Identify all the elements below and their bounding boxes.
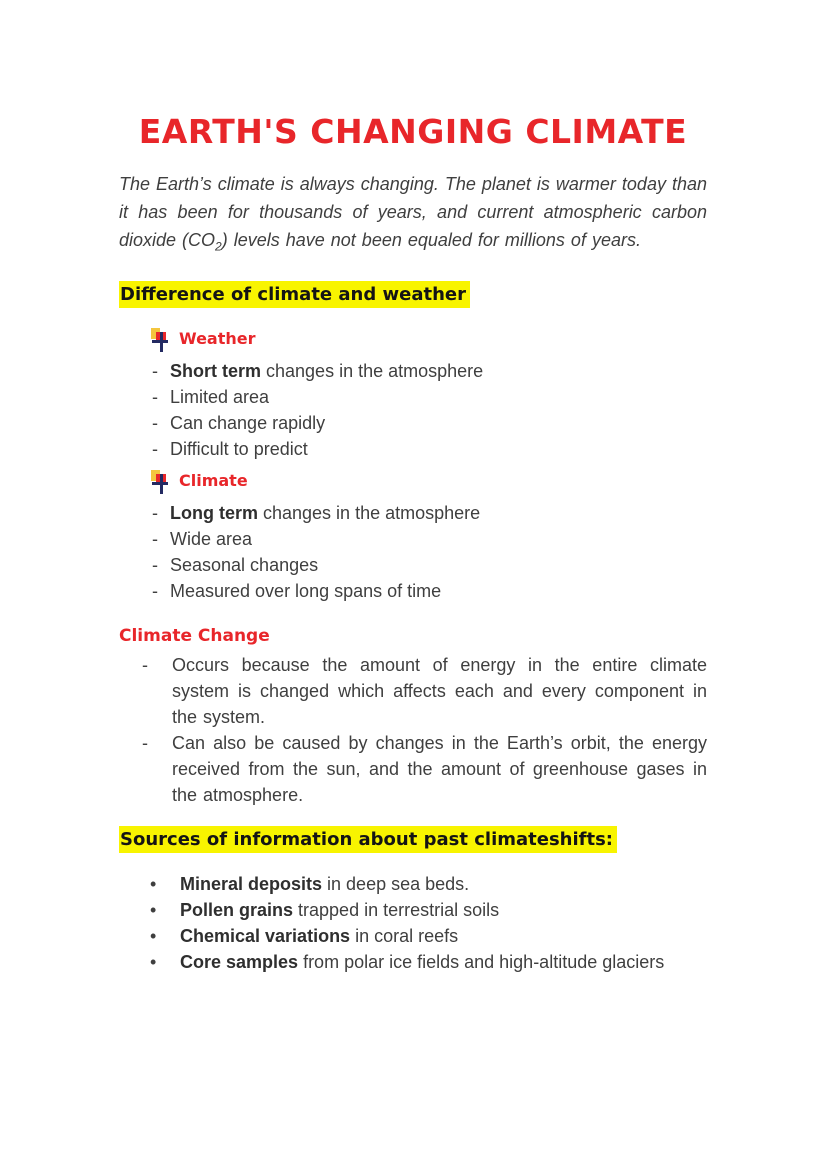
intro-text-pre: The Earth’s climate is always changing. The planet is warmer today than it has been for thousands of years, and current atmospheric carbon dioxide (CO — [119, 174, 707, 250]
list-item — [119, 897, 707, 923]
list-item-text: Occurs because the amount of energy in the entire climate system is changed which affects each and every component in the system. — [172, 654, 707, 727]
list-item — [119, 384, 707, 410]
heading-difference-text: Difference of climate and weather — [119, 281, 470, 308]
list-item-text: Limited area — [170, 386, 270, 407]
climate-change-list — [119, 652, 707, 808]
weather-label: Weather — [179, 329, 256, 349]
heading-climate-change: Climate Change — [119, 625, 270, 646]
heading-sources-text: Sources of information about past climateshifts: — [119, 826, 617, 853]
list-item — [119, 871, 707, 897]
weather-subheading — [148, 326, 707, 352]
list-item-text: Long term changes in the atmosphere — [170, 502, 481, 523]
bullet-marker: • — [150, 925, 157, 946]
list-item-text: Chemical variations in coral reefs — [180, 925, 459, 946]
list-item — [119, 552, 707, 578]
list-item — [119, 578, 707, 604]
list-item — [119, 730, 707, 808]
list-item — [119, 410, 707, 436]
list-item-text: Core samples from polar ice fields and high-altitude glaciers — [180, 951, 665, 972]
climate-list — [119, 500, 707, 604]
list-item — [119, 358, 707, 384]
list-item-text: Measured over long spans of time — [170, 580, 442, 601]
plus-bullet-icon — [148, 326, 172, 352]
dash-marker: - — [142, 732, 148, 753]
list-item-text: Difficult to predict — [170, 438, 308, 459]
list-item-text: Pollen grains trapped in terrestrial soils — [180, 899, 500, 920]
document-content — [0, 110, 828, 975]
dash-marker: - — [142, 654, 148, 675]
weather-list — [119, 358, 707, 462]
page-title: EARTH'S CHANGING CLIMATE — [138, 112, 688, 151]
list-item — [119, 949, 707, 975]
list-item — [119, 923, 707, 949]
bullet-marker: • — [150, 873, 157, 894]
climate-subheading — [148, 468, 707, 494]
list-item — [119, 526, 707, 552]
list-item — [119, 436, 707, 462]
dash-marker: - — [152, 438, 158, 459]
bullet-marker: • — [150, 899, 157, 920]
dash-marker: - — [152, 554, 158, 575]
heading-difference — [119, 281, 707, 308]
list-item-text: Short term changes in the atmosphere — [170, 360, 484, 381]
dash-marker: - — [152, 412, 158, 433]
co2-subscript: 2 — [215, 239, 222, 254]
list-item-text: Wide area — [170, 528, 253, 549]
list-item — [119, 652, 707, 730]
list-item-text: Seasonal changes — [170, 554, 319, 575]
intro-paragraph — [119, 170, 707, 261]
dash-marker: - — [152, 502, 158, 523]
plus-bullet-icon — [148, 468, 172, 494]
list-item — [119, 500, 707, 526]
dash-marker: - — [152, 386, 158, 407]
heading-sources — [119, 826, 707, 853]
list-item-text: Mineral deposits in deep sea beds. — [180, 873, 470, 894]
dash-marker: - — [152, 360, 158, 381]
list-item-text: Can change rapidly — [170, 412, 326, 433]
list-item-text: Can also be caused by changes in the Earth’s orbit, the energy received from the sun, and the amount of greenhouse gases in the atmosphere. — [172, 732, 707, 805]
sources-list — [119, 871, 707, 975]
climate-label: Climate — [179, 471, 248, 491]
bullet-marker: • — [150, 951, 157, 972]
intro-text-post: ) levels have not been equaled for millions of years. — [221, 230, 641, 250]
dash-marker: - — [152, 580, 158, 601]
dash-marker: - — [152, 528, 158, 549]
